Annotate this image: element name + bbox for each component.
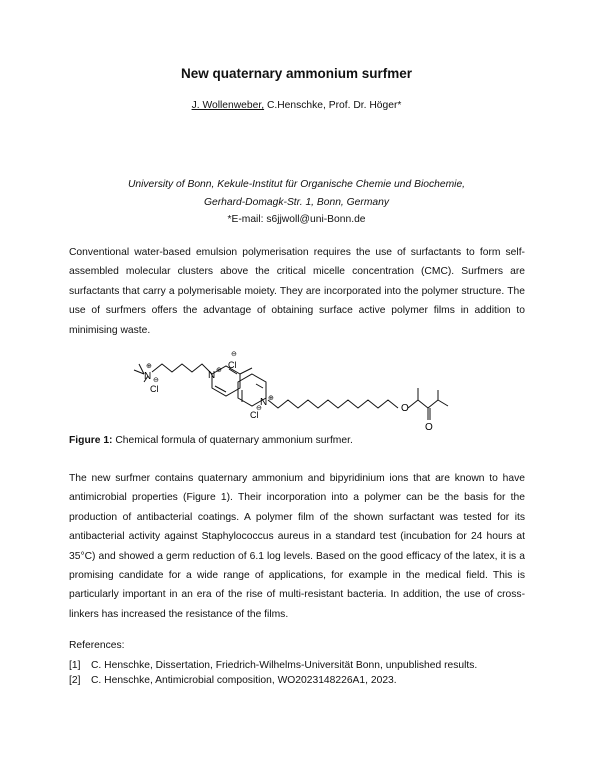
affiliation-line-2: Gerhard-Domagk-Str. 1, Bonn, Germany [203, 196, 390, 208]
ammonium-charge: ⊕ [146, 363, 152, 370]
chloride-label-2: Cl [228, 360, 237, 370]
chloride-charge-1: ⊖ [153, 377, 159, 384]
carbonyl-oxygen-label: O [425, 422, 433, 433]
reference-number: [2] [69, 674, 81, 686]
affiliation-line-1: University of Bonn, Kekule-Institut für Organische Chemie und Biochemie, [127, 179, 466, 190]
chloride-charge-2: ⊖ [231, 351, 237, 358]
reference-number: [1] [69, 660, 81, 671]
presenting-author: J. Wollenweber, [191, 100, 265, 111]
reference-text: C. Henschke, Dissertation, Friedrich-Wilhelms-Universität Bonn, unpublished results. [91, 660, 478, 671]
author-line [0, 100, 593, 111]
affiliation-block [0, 176, 593, 229]
co-authors: C.Henschke, Prof. Dr. Höger* [264, 100, 402, 111]
chemical-structure-figure [130, 348, 470, 433]
chloride-label-1: Cl [150, 384, 159, 394]
results-paragraph: The new surfmer contains quaternary ammonium and bipyridinium ions that are known to have antimicrobial properties (Figure 1). Their incorporation into a polymer can be the basis for the production of antibacterial coatings. A polymer film of the shown surfactant was tested for its antibacterial activity against Staphylococcus aureus in a standard test (incubation for 24 hours at 35°C) and showed a germ reduction of 6.1 log levels. Based on the good efficacy of the latex, it is a promising candidate for a wide range of applications, for example in the medical field. This is particularly important in an era of the rise of multi-resistant bacteria. In addition, the use of cross-linkers has increased the resistance of the films. [69, 473, 525, 620]
reference-item [69, 659, 477, 674]
pyridinium-nitrogen-1: N [208, 370, 216, 381]
pyridinium-charge-2: ⊕ [268, 395, 274, 402]
chloride-label-3: Cl [250, 410, 259, 420]
ammonium-nitrogen-label: N [144, 371, 152, 382]
chloride-charge-3: ⊖ [256, 405, 262, 412]
pyridinium-nitrogen-2: N [260, 397, 268, 408]
figure-caption-text: Chemical formula of quaternary ammonium surfmer. [112, 435, 353, 446]
figure-caption-label: Figure 1: [69, 435, 113, 446]
pyridinium-charge-1: ⊕ [216, 367, 222, 374]
intro-paragraph: Conventional water-based emulsion polymerisation requires the use of surfactants to form self-assembled molecular clusters above the critical micelle concentration (CMC). Surfmers are surfactants that carry a polymerisable moiety. They are incorporated into the polymer structure. The use of surfmers offers the advantage of obtaining surface active polymer films in addition to minimising waste. [69, 247, 525, 336]
reference-text: C. Henschke, Antimicrobial composition, WO2023148226A1, 2023. [91, 674, 397, 686]
contact-email: *E-mail: s6jjwoll@uni-Bonn.de [227, 214, 366, 225]
figure-caption [69, 435, 353, 446]
paper-title: New quaternary ammonium surfmer [180, 66, 413, 81]
ester-oxygen-label: O [401, 403, 409, 414]
reference-item [69, 674, 477, 689]
references-heading: References: [69, 640, 125, 651]
reference-list [69, 659, 477, 688]
